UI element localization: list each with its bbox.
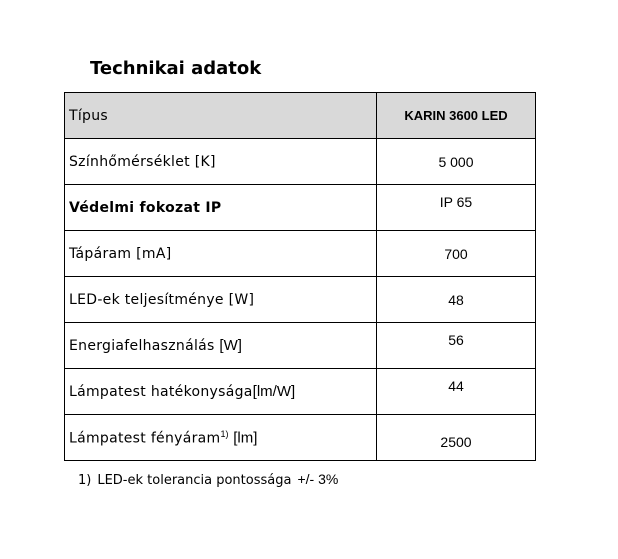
footnote-ref: 1) (220, 428, 229, 439)
header-value: KARIN 3600 LED (377, 93, 536, 139)
label-unit: [mA] (136, 245, 172, 262)
row-value (377, 415, 536, 461)
label-unit: [W] (228, 291, 255, 308)
label-text: Tápáram (69, 245, 132, 262)
footnote (78, 471, 338, 488)
value-text: 44 (448, 377, 464, 394)
table-row-luminous-flux (65, 415, 536, 461)
table-row-energy-consumption (65, 323, 536, 369)
table-row-led-power (65, 277, 536, 323)
table-row-color-temperature (65, 139, 536, 185)
row-value: 48 (377, 277, 536, 323)
row-label (65, 369, 377, 415)
row-label (65, 415, 377, 461)
label-text: Lámpatest fényáram (69, 430, 221, 447)
table-row-ip-rating (65, 185, 536, 231)
row-label (65, 139, 377, 185)
spec-table (64, 92, 536, 461)
footnote-text: LED-ek tolerancia pontossága (97, 473, 292, 488)
label-text: LED-ek teljesítménye (69, 291, 224, 308)
label-text: Lámpatest hatékonysága (69, 384, 253, 400)
row-value: 5 000 (377, 139, 536, 185)
page-title: Technikai adatok (90, 58, 262, 79)
row-label (65, 231, 377, 277)
table-header-row (65, 93, 536, 139)
value-text: IP 65 (439, 193, 473, 210)
row-value (377, 369, 536, 415)
row-label (65, 277, 377, 323)
label-text: Színhőmérséklet (69, 153, 190, 170)
row-label: Védelmi fokozat IP (65, 185, 377, 231)
row-value (377, 323, 536, 369)
label-unit: [lm/W] (252, 383, 296, 400)
row-value: 700 (377, 231, 536, 277)
label-unit: [lm] (233, 429, 258, 447)
footnote-tolerance: +/- 3% (297, 471, 339, 487)
footnote-mark: 1) (78, 473, 92, 488)
label-text: Energiafelhasználás (69, 338, 215, 354)
header-label: Típus (65, 93, 377, 139)
row-label (65, 323, 377, 369)
label-unit: [W] (219, 337, 242, 354)
value-text: 56 (448, 331, 464, 348)
table-row-luminaire-efficacy (65, 369, 536, 415)
table-row-supply-current (65, 231, 536, 277)
row-value (377, 185, 536, 231)
label-unit: [K] (194, 153, 216, 170)
value-text: 2500 (440, 433, 472, 450)
